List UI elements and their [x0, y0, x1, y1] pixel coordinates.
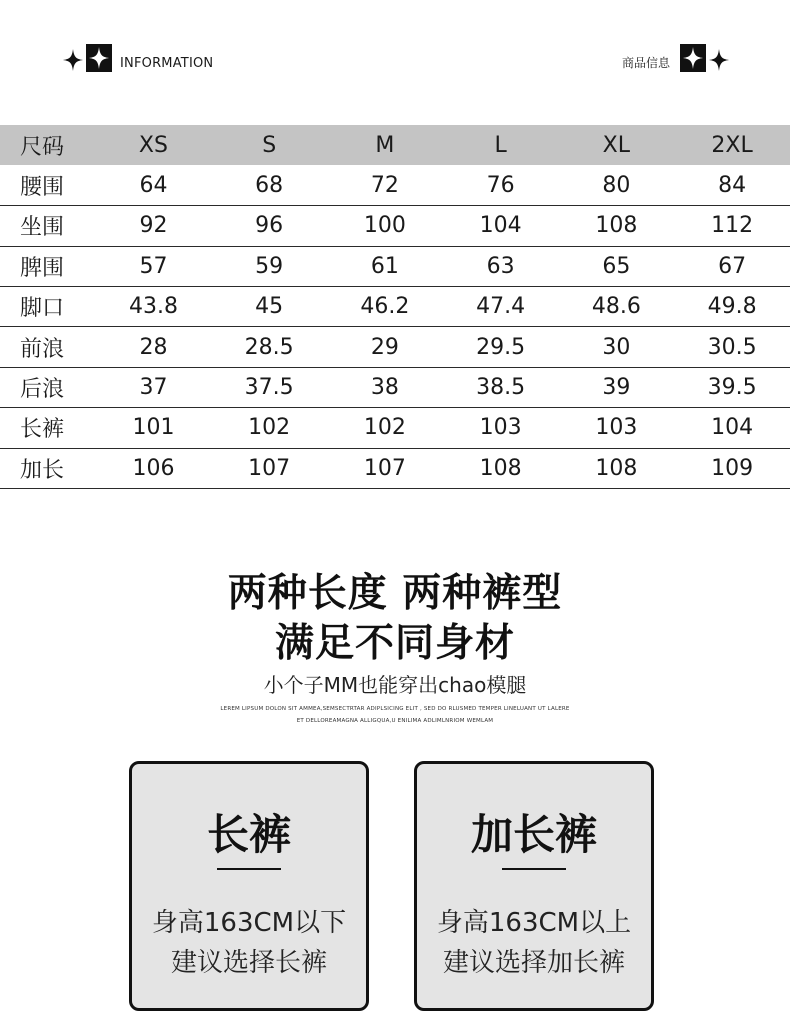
- card-divider: [502, 868, 566, 870]
- row-label: 长裤: [0, 408, 96, 448]
- table-cell: 107: [327, 448, 443, 488]
- table-row: [0, 448, 790, 488]
- header-right: [622, 44, 730, 72]
- table-cell: M: [327, 125, 443, 165]
- table-cell: 37: [96, 367, 212, 407]
- table-cell: 72: [327, 165, 443, 205]
- header-product-info-label: 商品信息: [621, 56, 670, 70]
- card-divider: [217, 868, 281, 870]
- table-cell: 30.5: [674, 327, 790, 367]
- table-cell: 29.5: [443, 327, 559, 367]
- table-cell: 67: [674, 246, 790, 286]
- lorem-line-2: ET DELLOREAMAGNA ALLIGQUA,U ENILIMA ADLIMLNRIOM WEMLAM: [296, 718, 494, 724]
- sparkle-icon: [62, 48, 84, 72]
- card-title: 加长裤: [470, 810, 597, 859]
- table-cell: 37.5: [211, 367, 327, 407]
- table-cell: 46.2: [327, 287, 443, 327]
- table-row: [0, 327, 790, 367]
- row-label: 后浪: [0, 367, 96, 407]
- table-cell: 80: [558, 165, 674, 205]
- card-title: 长裤: [206, 810, 291, 859]
- card-height-line: 身高163CM以下: [151, 908, 347, 938]
- table-cell: 47.4: [443, 287, 559, 327]
- row-label: 腰围: [0, 165, 96, 205]
- table-cell: 104: [674, 408, 790, 448]
- table-cell: XS: [96, 125, 212, 165]
- table-cell: 39: [558, 367, 674, 407]
- row-label: 前浪: [0, 327, 96, 367]
- table-cell: S: [211, 125, 327, 165]
- row-label: 脾围: [0, 246, 96, 286]
- promo-subtitle: 小个子MM也能穿出chao模腿: [263, 673, 527, 697]
- table-cell: 108: [443, 448, 559, 488]
- card-extra-long-pants: [414, 761, 654, 1011]
- table-cell: 107: [211, 448, 327, 488]
- table-cell: 49.8: [674, 287, 790, 327]
- table-cell: 112: [674, 206, 790, 246]
- table-row: [0, 408, 790, 448]
- table-cell: 101: [96, 408, 212, 448]
- table-header-row: [0, 125, 790, 165]
- table-cell: 92: [96, 206, 212, 246]
- table-cell: 63: [443, 246, 559, 286]
- table-cell: 103: [558, 408, 674, 448]
- table-cell: 96: [211, 206, 327, 246]
- table-row: [0, 367, 790, 407]
- table-cell: 38: [327, 367, 443, 407]
- row-label: 脚口: [0, 287, 96, 327]
- header-info-label: INFORMATION: [120, 56, 214, 71]
- table-cell: 64: [96, 165, 212, 205]
- table-cell: 109: [674, 448, 790, 488]
- table-cell: 57: [96, 246, 212, 286]
- card-long-pants: [129, 761, 369, 1011]
- card-height-line: 身高163CM以上: [436, 908, 632, 938]
- table-cell: 30: [558, 327, 674, 367]
- table-row: [0, 246, 790, 286]
- table-cell: 2XL: [674, 125, 790, 165]
- table-cell: 28: [96, 327, 212, 367]
- table-cell: 68: [211, 165, 327, 205]
- table-cell: L: [443, 125, 559, 165]
- table-cell: 45: [211, 287, 327, 327]
- table-cell: 102: [211, 408, 327, 448]
- table-cell: 48.6: [558, 287, 674, 327]
- size-table: [0, 125, 790, 489]
- lorem-line-1: LEREM LIPSUM DOLON SIT AMMEA,SEMSECTRTAR ADIPLSICING ELIT , SED DO RLUSMED TEMPER LINELUANT UT LALERE: [220, 706, 570, 712]
- table-cell: 38.5: [443, 367, 559, 407]
- table-cell: 59: [211, 246, 327, 286]
- table-cell: 28.5: [211, 327, 327, 367]
- card-advice-line: 建议选择长裤: [170, 948, 327, 978]
- table-cell: 106: [96, 448, 212, 488]
- table-cell: 76: [443, 165, 559, 205]
- table-cell: 100: [327, 206, 443, 246]
- table-cell: 108: [558, 448, 674, 488]
- promo-headline-2: 满足不同身材: [274, 621, 515, 666]
- row-label: 加长: [0, 448, 96, 488]
- table-cell: 65: [558, 246, 674, 286]
- sparkle-box-icon: [86, 44, 112, 72]
- row-label: 尺码: [0, 125, 96, 165]
- table-cell: XL: [558, 125, 674, 165]
- table-cell: 84: [674, 165, 790, 205]
- table-cell: 29: [327, 327, 443, 367]
- table-cell: 108: [558, 206, 674, 246]
- row-label: 坐围: [0, 206, 96, 246]
- table-row: [0, 287, 790, 327]
- table-cell: 61: [327, 246, 443, 286]
- table-cell: 43.8: [96, 287, 212, 327]
- sparkle-icon: [708, 48, 730, 72]
- promo-headline-1: 两种长度 两种裤型: [227, 571, 563, 616]
- table-cell: 104: [443, 206, 559, 246]
- header-left: [62, 44, 213, 72]
- table-row: [0, 206, 790, 246]
- table-cell: 103: [443, 408, 559, 448]
- table-cell: 102: [327, 408, 443, 448]
- sparkle-box-icon: [680, 44, 706, 72]
- table-cell: 39.5: [674, 367, 790, 407]
- table-row: [0, 165, 790, 205]
- card-advice-line: 建议选择加长裤: [442, 948, 625, 978]
